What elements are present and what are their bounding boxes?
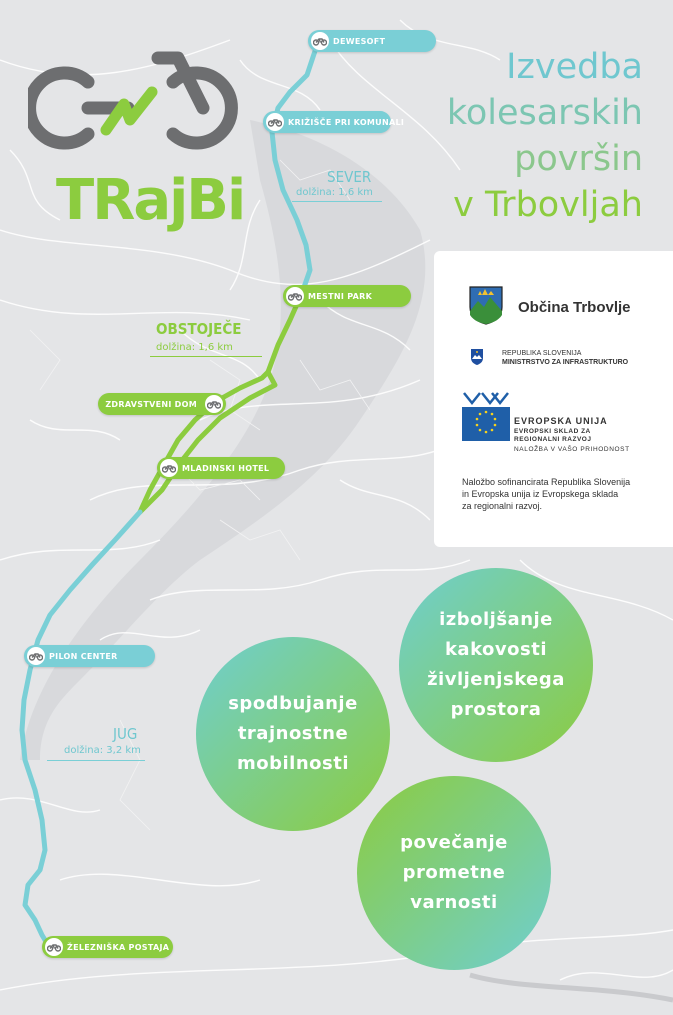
goal-3-line-3: varnosti [410,892,498,913]
headline [447,44,643,228]
headline-line-2: kolesarskih [446,93,643,133]
stop-label: DEWESOFT [333,36,386,46]
section-north-title: SEVER [327,168,372,186]
cofinancing-line-3: za regionalni razvoj. [462,501,543,511]
bicycle-icon [205,395,223,413]
headline-line-1: Izvedba [506,47,643,87]
stop-zelezniska-postaja [42,936,173,958]
section-south-underline [47,760,145,761]
section-north-underline [292,201,382,202]
section-north-length: dolžina: 1,6 km [296,187,373,198]
goal-2-line-4: prostora [450,699,542,720]
eu-slogan: NALOŽBA V VAŠO PRIHODNOST [514,446,630,453]
stop-label: MESTNI PARK [308,291,373,301]
headline-line-4: v Trbovljah [453,185,643,225]
funding-infobox [434,251,673,547]
slovenia-crest-icon [470,348,484,366]
stop-label: ŽELEZNIŠKA POSTAJA [67,942,170,952]
stop-label: KRIŽIŠČE PRI KOMUNALI [288,117,405,127]
goal-1-line-3: mobilnosti [236,753,349,774]
goal-3-line-2: prometne [402,862,506,883]
bicycle-icon [286,287,304,305]
stop-krizisce-pri-komunali [263,111,405,133]
goal-2-line-2: kakovosti [444,639,548,660]
goal-traffic-safety [357,776,551,970]
trbovlje-coat-of-arms-icon [468,285,504,325]
eu-regional-fund-logo-icon [462,389,510,441]
ministry-line-2: MINISTRSTVO ZA INFRASTRUKTURO [502,359,629,366]
stop-mladinski-hotel [157,457,285,479]
section-existing-length: dolžina: 1,6 km [156,342,233,353]
ministry-line-1: REPUBLIKA SLOVENIJA [502,350,582,357]
eu-title: EVROPSKA UNIJA [514,416,608,426]
river [470,975,673,1000]
cofinancing-line-2: in Evropska unija iz Evropskega sklada [462,489,619,499]
stop-zdravstveni-dom [98,393,226,415]
municipality-name: Občina Trbovlje [518,299,631,316]
goal-living-space-quality [399,568,593,762]
stop-mestni-park [283,285,411,307]
goal-2-line-3: življenjskega [427,669,565,690]
headline-line-3: površin [514,139,643,179]
bicycle-icon [311,32,329,50]
trajbi-logo [28,48,245,238]
goal-3-line-1: povečanje [400,832,508,853]
stop-dewesoft [308,30,436,52]
section-existing-title: OBSTOJEČE [156,320,242,338]
cofinancing-text [462,476,630,512]
bicycle-icon [266,113,284,131]
stop-pilon-center [24,645,155,667]
eu-fund-line-2: REGIONALNI RAZVOJ [514,436,592,443]
stop-label: PILON CENTER [49,651,118,661]
stop-label: ZDRAVSTVENI DOM [105,399,197,409]
bicycle-icon [160,459,178,477]
goal-sustainable-mobility [196,637,390,831]
section-south-length: dolžina: 3,2 km [64,745,141,756]
bicycle-icon [45,938,63,956]
goal-1-line-2: trajnostne [237,723,349,744]
section-existing-underline [150,356,262,357]
cofinancing-line-1: Naložbo sofinancirata Republika Slovenija [462,477,631,487]
stop-label: MLADINSKI HOTEL [182,463,270,473]
eu-fund-line-1: EVROPSKI SKLAD ZA [514,428,591,435]
bicycle-icon [27,647,45,665]
logo-wordmark: TRajBi [56,168,245,233]
goal-1-line-1: spodbujanje [228,693,358,714]
bicycle-logo-icon [28,48,238,168]
section-south-title: JUG [113,725,138,743]
goal-2-line-1: izboljšanje [439,609,553,630]
